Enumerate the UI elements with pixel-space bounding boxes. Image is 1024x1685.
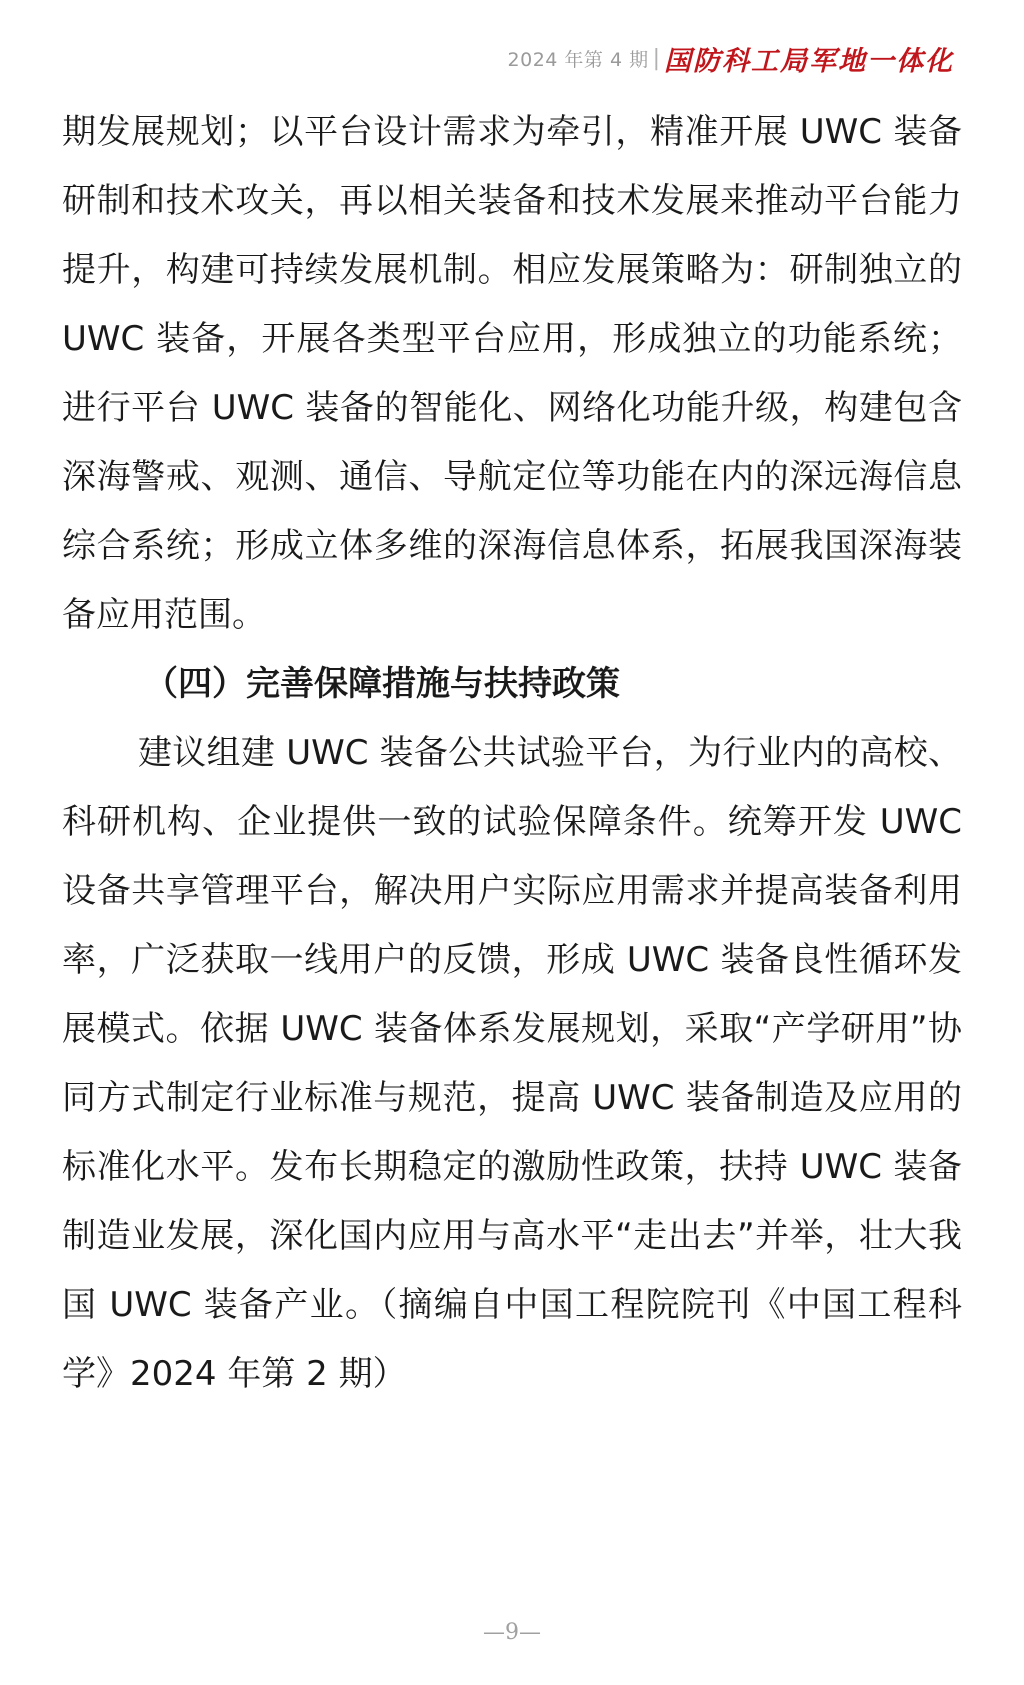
body-paragraph: 建议组建 UWC 装备公共试验平台，为行业内的高校、科研机构、企业提供一致的试验保障条件。统筹开发 UWC 设备共享管理平台，解决用户实际应用需求并提高装备利用率，广泛获取一线用户的反馈，形成 UWC 装备良性循环发展模式。依据 UWC 装备体系发展规划，采取“产学研用”协同方式制定行业标准与规范，提高 UWC 装备制造及应用的标准化水平。发布长期稳定的激励性政策，扶持 UWC 装备制造业发展，深化国内应用与高水平“走出去”并举，壮大我国 UWC 装备产业。（摘编自中国工程院院刊《中国工程科学》2024 年第 2 期）	[62, 733, 962, 1394]
page-header	[508, 38, 954, 78]
header-separator: |	[652, 45, 660, 71]
body-paragraph: 期发展规划；以平台设计需求为牵引，精准开展 UWC 装备研制和技术攻关，再以相关装备和技术发展来推动平台能力提升，构建可持续发展机制。相应发展策略为：研制独立的 UWC 装备，开展各类型平台应用，形成独立的功能系统；进行平台 UWC 装备的智能化、网络化功能升级，构建包含深海警戒、观测、通信、导航定位等功能在内的深远海信息综合系统；形成立体多维的深海信息体系，拓展我国深海装备应用范围。	[62, 112, 962, 635]
section-heading: （四）完善保障措施与扶持政策	[144, 664, 620, 704]
page-number: —9—	[483, 1620, 541, 1645]
publication-logo: 国防科工局军地一体化	[664, 45, 954, 77]
issue-label: 2024 年第 4 期	[507, 48, 649, 71]
article-body	[62, 98, 962, 1409]
